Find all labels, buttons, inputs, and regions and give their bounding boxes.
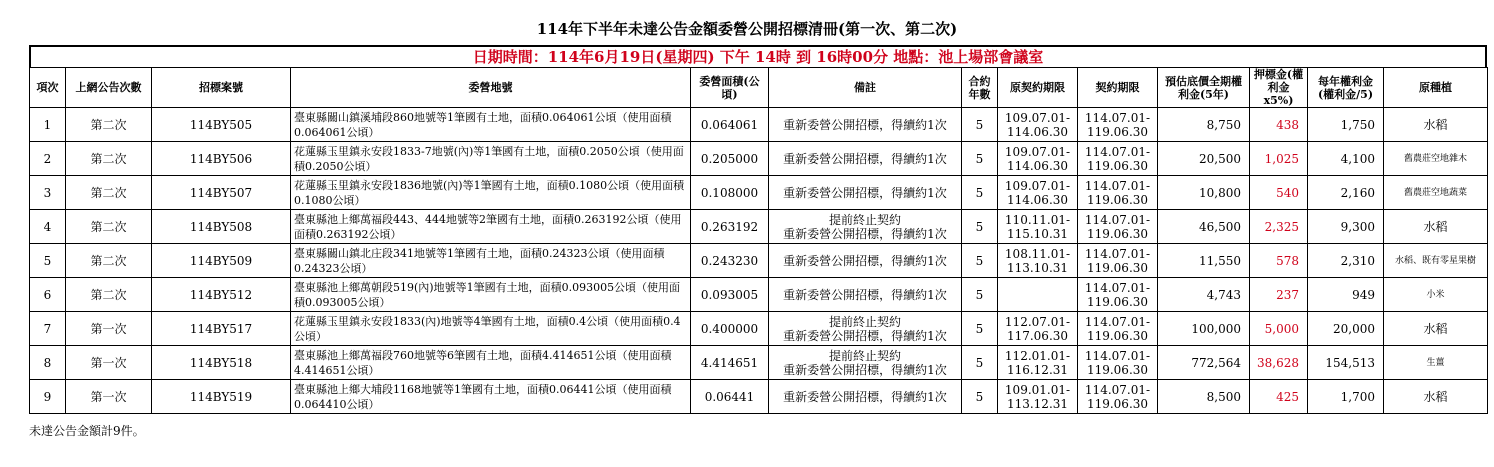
cell-remark: 提前終止契約 重新委營公開招標，得續約1次 (769, 312, 962, 346)
table-row (30, 346, 1488, 380)
cell-term: 114.07.01-119.06.30 (1078, 278, 1158, 312)
cell-orig-term (998, 278, 1078, 312)
cell-remark: 重新委營公開招標，得續約1次 (769, 142, 962, 176)
cell-price: 100,000 (1158, 312, 1250, 346)
cell-price: 46,500 (1158, 210, 1250, 244)
column-header: 合約年數 (962, 68, 998, 108)
cell-no: 1 (30, 108, 66, 142)
cell-yearly: 1,750 (1308, 108, 1384, 142)
column-header: 項次 (30, 68, 66, 108)
cell-yearly: 1,700 (1308, 380, 1384, 414)
tender-table (29, 67, 1488, 414)
table-row (30, 244, 1488, 278)
cell-deposit: 425 (1250, 380, 1308, 414)
cell-times: 第一次 (66, 312, 152, 346)
cell-case: 114BY507 (152, 176, 291, 210)
cell-orig-term: 108.11.01-113.10.31 (998, 244, 1078, 278)
cell-term: 114.07.01-119.06.30 (1078, 380, 1158, 414)
cell-land: 臺東縣池上鄉萬福段443、444地號等2筆國有土地，面積0.263192公頃（使用面積0.263192公頃） (291, 210, 691, 244)
table-row (30, 278, 1488, 312)
column-header: 契約期限 (1078, 68, 1158, 108)
cell-years: 5 (962, 346, 998, 380)
cell-case: 114BY506 (152, 142, 291, 176)
cell-deposit: 1,025 (1250, 142, 1308, 176)
cell-crop: 水稻 (1384, 312, 1488, 346)
cell-deposit: 5,000 (1250, 312, 1308, 346)
cell-land: 臺東縣池上鄉萬福段760地號等6筆國有土地，面積4.414651公頃（使用面積4.414651公頃） (291, 346, 691, 380)
cell-crop: 小米 (1384, 278, 1488, 312)
cell-yearly: 949 (1308, 278, 1384, 312)
cell-times: 第一次 (66, 380, 152, 414)
cell-case: 114BY517 (152, 312, 291, 346)
cell-area: 0.263192 (691, 210, 769, 244)
cell-crop: 水稻 (1384, 380, 1488, 414)
cell-price: 4,743 (1158, 278, 1250, 312)
cell-term: 114.07.01-119.06.30 (1078, 312, 1158, 346)
cell-land: 臺東縣池上鄉萬朝段519(內)地號等1筆國有土地，面積0.093005公頃（使用面積0.093005公頃） (291, 278, 691, 312)
cell-times: 第二次 (66, 176, 152, 210)
table-row (30, 142, 1488, 176)
cell-term: 114.07.01-119.06.30 (1078, 142, 1158, 176)
cell-times: 第二次 (66, 108, 152, 142)
page-title: 114年下半年未達公告金額委營公開招標清冊(第一次、第二次) (536, 20, 958, 38)
column-header: 招標案號 (152, 68, 291, 108)
cell-no: 3 (30, 176, 66, 210)
cell-term: 114.07.01-119.06.30 (1078, 176, 1158, 210)
cell-yearly: 9,300 (1308, 210, 1384, 244)
cell-years: 5 (962, 312, 998, 346)
cell-no: 4 (30, 210, 66, 244)
cell-crop: 舊農莊空地蔬菜 (1384, 176, 1488, 210)
cell-orig-term: 109.07.01-114.06.30 (998, 176, 1078, 210)
cell-times: 第二次 (66, 210, 152, 244)
cell-orig-term: 112.07.01-117.06.30 (998, 312, 1078, 346)
cell-remark: 重新委營公開招標，得續約1次 (769, 380, 962, 414)
cell-no: 5 (30, 244, 66, 278)
cell-yearly: 2,160 (1308, 176, 1384, 210)
cell-deposit: 38,628 (1250, 346, 1308, 380)
meeting-info: 日期時間：114年6月19日(星期四) 下午 14時 到 16時00分 地點：池上場部會議室 (29, 45, 1487, 67)
cell-case: 114BY519 (152, 380, 291, 414)
cell-yearly: 2,310 (1308, 244, 1384, 278)
cell-remark: 重新委營公開招標，得續約1次 (769, 176, 962, 210)
cell-remark: 重新委營公開招標，得續約1次 (769, 278, 962, 312)
cell-case: 114BY508 (152, 210, 291, 244)
column-header: 備註 (769, 68, 962, 108)
cell-deposit: 540 (1250, 176, 1308, 210)
cell-remark: 提前終止契約 重新委營公開招標，得續約1次 (769, 346, 962, 380)
cell-land: 花蓮縣玉里鎮永安段1836地號(內)等1筆國有土地，面積0.1080公頃（使用面積0.1080公頃） (291, 176, 691, 210)
cell-times: 第二次 (66, 142, 152, 176)
cell-orig-term: 109.07.01-114.06.30 (998, 108, 1078, 142)
table-row (30, 176, 1488, 210)
cell-price: 8,750 (1158, 108, 1250, 142)
cell-area: 0.108000 (691, 176, 769, 210)
cell-term: 114.07.01-119.06.30 (1078, 346, 1158, 380)
table-header (30, 68, 1488, 108)
cell-area: 0.06441 (691, 380, 769, 414)
table-row (30, 108, 1488, 142)
cell-years: 5 (962, 380, 998, 414)
cell-land: 臺東縣關山鎮北庄段341地號等1筆國有土地，面積0.24323公頃（使用面積0.24323公頃） (291, 244, 691, 278)
cell-crop: 水稻 (1384, 108, 1488, 142)
cell-remark: 重新委營公開招標，得續約1次 (769, 108, 962, 142)
cell-years: 5 (962, 210, 998, 244)
cell-crop: 生薑 (1384, 346, 1488, 380)
cell-area: 0.093005 (691, 278, 769, 312)
cell-yearly: 154,513 (1308, 346, 1384, 380)
cell-case: 114BY505 (152, 108, 291, 142)
cell-deposit: 578 (1250, 244, 1308, 278)
cell-case: 114BY509 (152, 244, 291, 278)
cell-area: 0.400000 (691, 312, 769, 346)
column-header: 委營地號 (291, 68, 691, 108)
cell-term: 114.07.01-119.06.30 (1078, 108, 1158, 142)
cell-years: 5 (962, 278, 998, 312)
cell-no: 8 (30, 346, 66, 380)
cell-years: 5 (962, 244, 998, 278)
cell-remark: 提前終止契約 重新委營公開招標，得續約1次 (769, 210, 962, 244)
cell-remark: 重新委營公開招標，得續約1次 (769, 244, 962, 278)
cell-case: 114BY512 (152, 278, 291, 312)
cell-crop: 水稻 (1384, 210, 1488, 244)
column-header: 押標金(權利金x5%) (1250, 68, 1308, 108)
cell-area: 0.243230 (691, 244, 769, 278)
cell-land: 花蓮縣玉里鎮永安段1833(內)地號等4筆國有土地，面積0.4公頃（使用面積0.4公頃） (291, 312, 691, 346)
cell-term: 114.07.01-119.06.30 (1078, 210, 1158, 244)
cell-area: 0.205000 (691, 142, 769, 176)
cell-term: 114.07.01-119.06.30 (1078, 244, 1158, 278)
cell-times: 第二次 (66, 244, 152, 278)
cell-times: 第二次 (66, 278, 152, 312)
cell-price: 20,500 (1158, 142, 1250, 176)
cell-price: 10,800 (1158, 176, 1250, 210)
table-row (30, 380, 1488, 414)
table-row (30, 312, 1488, 346)
cell-no: 9 (30, 380, 66, 414)
cell-yearly: 4,100 (1308, 142, 1384, 176)
column-header: 原契約期限 (998, 68, 1078, 108)
cell-deposit: 237 (1250, 278, 1308, 312)
cell-crop: 舊農莊空地雜木 (1384, 142, 1488, 176)
cell-deposit: 2,325 (1250, 210, 1308, 244)
cell-deposit: 438 (1250, 108, 1308, 142)
cell-no: 7 (30, 312, 66, 346)
column-header: 上網公告次數 (66, 68, 152, 108)
column-header: 預估底價全期權利金(5年) (1158, 68, 1250, 108)
cell-area: 0.064061 (691, 108, 769, 142)
column-header: 原種植 (1384, 68, 1488, 108)
cell-years: 5 (962, 108, 998, 142)
cell-orig-term: 109.07.01-114.06.30 (998, 142, 1078, 176)
cell-no: 6 (30, 278, 66, 312)
cell-price: 772,564 (1158, 346, 1250, 380)
cell-no: 2 (30, 142, 66, 176)
cell-orig-term: 109.01.01-113.12.31 (998, 380, 1078, 414)
cell-orig-term: 112.01.01-116.12.31 (998, 346, 1078, 380)
cell-price: 8,500 (1158, 380, 1250, 414)
cell-orig-term: 110.11.01-115.10.31 (998, 210, 1078, 244)
cell-land: 臺東縣池上鄉大埔段1168地號等1筆國有土地，面積0.06441公頃（使用面積0.064410公頃） (291, 380, 691, 414)
cell-price: 11,550 (1158, 244, 1250, 278)
cell-area: 4.414651 (691, 346, 769, 380)
cell-years: 5 (962, 176, 998, 210)
cell-yearly: 20,000 (1308, 312, 1384, 346)
cell-land: 臺東縣關山鎮溪埔段860地號等1筆國有土地，面積0.064061公頃（使用面積0.064061公頃） (291, 108, 691, 142)
column-header: 每年權利金(權利金/5) (1308, 68, 1384, 108)
table-row (30, 210, 1488, 244)
cell-times: 第一次 (66, 346, 152, 380)
cell-crop: 水稻、既有零星果樹 (1384, 244, 1488, 278)
cell-case: 114BY518 (152, 346, 291, 380)
footnote: 未達公告金額計9件。 (29, 424, 145, 438)
column-header: 委營面積(公頃) (691, 68, 769, 108)
cell-land: 花蓮縣玉里鎮永安段1833-7地號(內)等1筆國有土地，面積0.2050公頃（使用面積0.2050公頃） (291, 142, 691, 176)
cell-years: 5 (962, 142, 998, 176)
